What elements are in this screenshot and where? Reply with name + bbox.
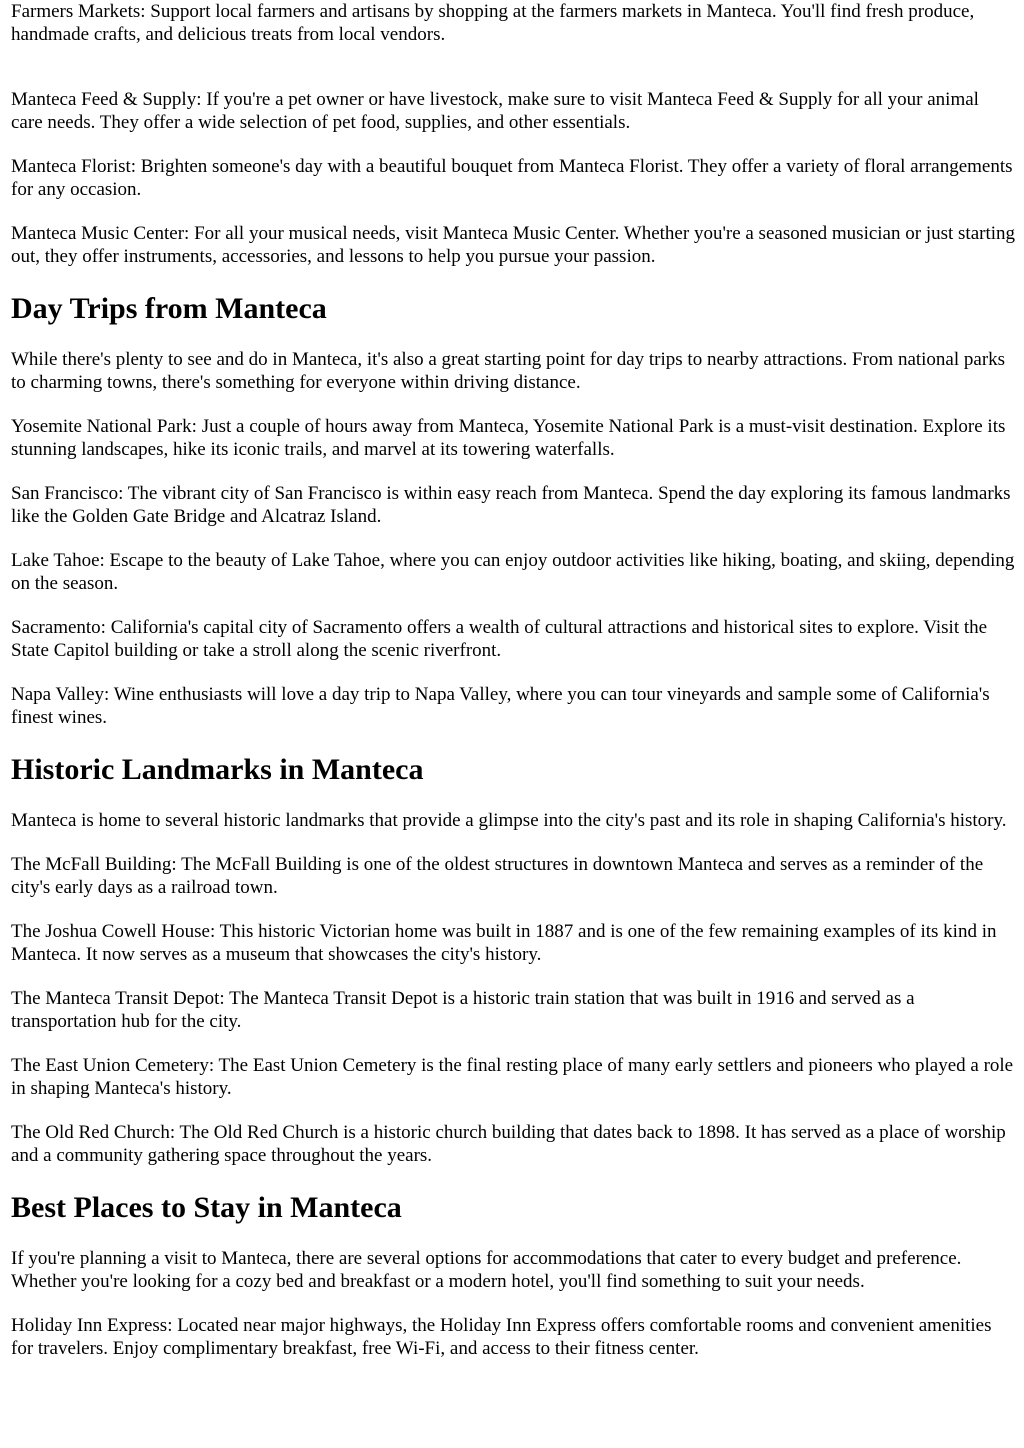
heading-day-trips: Day Trips from Manteca [11, 292, 327, 325]
paragraph-stay-intro: If you're planning a visit to Manteca, there are several options for accommodations that cater to every budget and preference. Whether you're looking for a cozy bed and breakfast or a modern hotel, you'll find something to suit your needs. [11, 1248, 962, 1292]
paragraph-old-red-church: The Old Red Church: The Old Red Church is a historic church building that dates back to 1898. It has served as a place of worship and a community gathering space throughout the years. [11, 1122, 1006, 1166]
paragraph-holiday-inn-express: Holiday Inn Express: Located near major highways, the Holiday Inn Express offers comfortable rooms and convenient amenities for travelers. Enjoy complimentary breakfast, free Wi-Fi, and access to their fitness center. [11, 1315, 992, 1359]
paragraph-feed-supply: Manteca Feed & Supply: If you're a pet owner or have livestock, make sure to visit Manteca Feed & Supply for all your animal care needs. They offer a wide selection of pet food, supplies, and other essentials. [11, 89, 979, 133]
paragraph-east-union-cemetery: The East Union Cemetery: The East Union Cemetery is the final resting place of many early settlers and pioneers who played a role in shaping Manteca's history. [11, 1055, 1014, 1099]
paragraph-napa-valley: Napa Valley: Wine enthusiasts will love a day trip to Napa Valley, where you can tour vineyards and sample some of California's finest wines. [11, 684, 990, 728]
paragraph-mcfall-building: The McFall Building: The McFall Building is one of the oldest structures in downtown Manteca and serves as a reminder of the city's early days as a railroad town. [11, 854, 984, 898]
paragraph-day-trips-intro: While there's plenty to see and do in Manteca, it's also a great starting point for day trips to nearby attractions. From national parks to charming towns, there's something for everyone within driving distance. [11, 349, 1006, 393]
paragraph-landmarks-intro: Manteca is home to several historic landmarks that provide a glimpse into the city's past and its role in shaping California's history. [11, 810, 1007, 831]
stay-section [11, 1191, 1015, 1360]
shopping-section [11, 0, 1015, 268]
paragraph-san-francisco: San Francisco: The vibrant city of San Francisco is within easy reach from Manteca. Spend the day exploring its famous landmarks like the Golden Gate Bridge and Alcatraz Island. [11, 483, 1011, 527]
paragraph-sacramento: Sacramento: California's capital city of Sacramento offers a wealth of cultural attractions and historical sites to explore. Visit the State Capitol building or take a stroll along the scenic riverfront. [11, 617, 988, 661]
landmarks-section [11, 753, 1015, 1167]
paragraph-joshua-cowell-house: The Joshua Cowell House: This historic Victorian home was built in 1887 and is one of the few remaining examples of its kind in Manteca. It now serves as a museum that showcases the city's history. [11, 921, 997, 965]
heading-places-to-stay: Best Places to Stay in Manteca [11, 1191, 402, 1224]
paragraph-transit-depot: The Manteca Transit Depot: The Manteca Transit Depot is a historic train station that was built in 1916 and served as a transportation hub for the city. [11, 988, 915, 1032]
paragraph-lake-tahoe: Lake Tahoe: Escape to the beauty of Lake Tahoe, where you can enjoy outdoor activities like hiking, boating, and skiing, depending on the season. [11, 550, 1015, 594]
paragraph-yosemite: Yosemite National Park: Just a couple of hours away from Manteca, Yosemite National Park is a must-visit destination. Explore its stunning landscapes, hike its iconic trails, and marvel at its towering waterfalls. [11, 416, 1006, 460]
day-trips-section [11, 292, 1015, 729]
heading-historic-landmarks: Historic Landmarks in Manteca [11, 753, 424, 786]
paragraph-florist: Manteca Florist: Brighten someone's day with a beautiful bouquet from Manteca Florist. They offer a variety of floral arrangements for any occasion. [11, 156, 1013, 200]
paragraph-farmers-markets: Farmers Markets: Support local farmers and artisans by shopping at the farmers markets in Manteca. You'll find fresh produce, handmade crafts, and delicious treats from local vendors. [11, 1, 975, 45]
paragraph-music-center: Manteca Music Center: For all your musical needs, visit Manteca Music Center. Whether you're a seasoned musician or just starting out, they offer instruments, accessories, and lessons to help you pursue your passion. [11, 223, 1016, 267]
